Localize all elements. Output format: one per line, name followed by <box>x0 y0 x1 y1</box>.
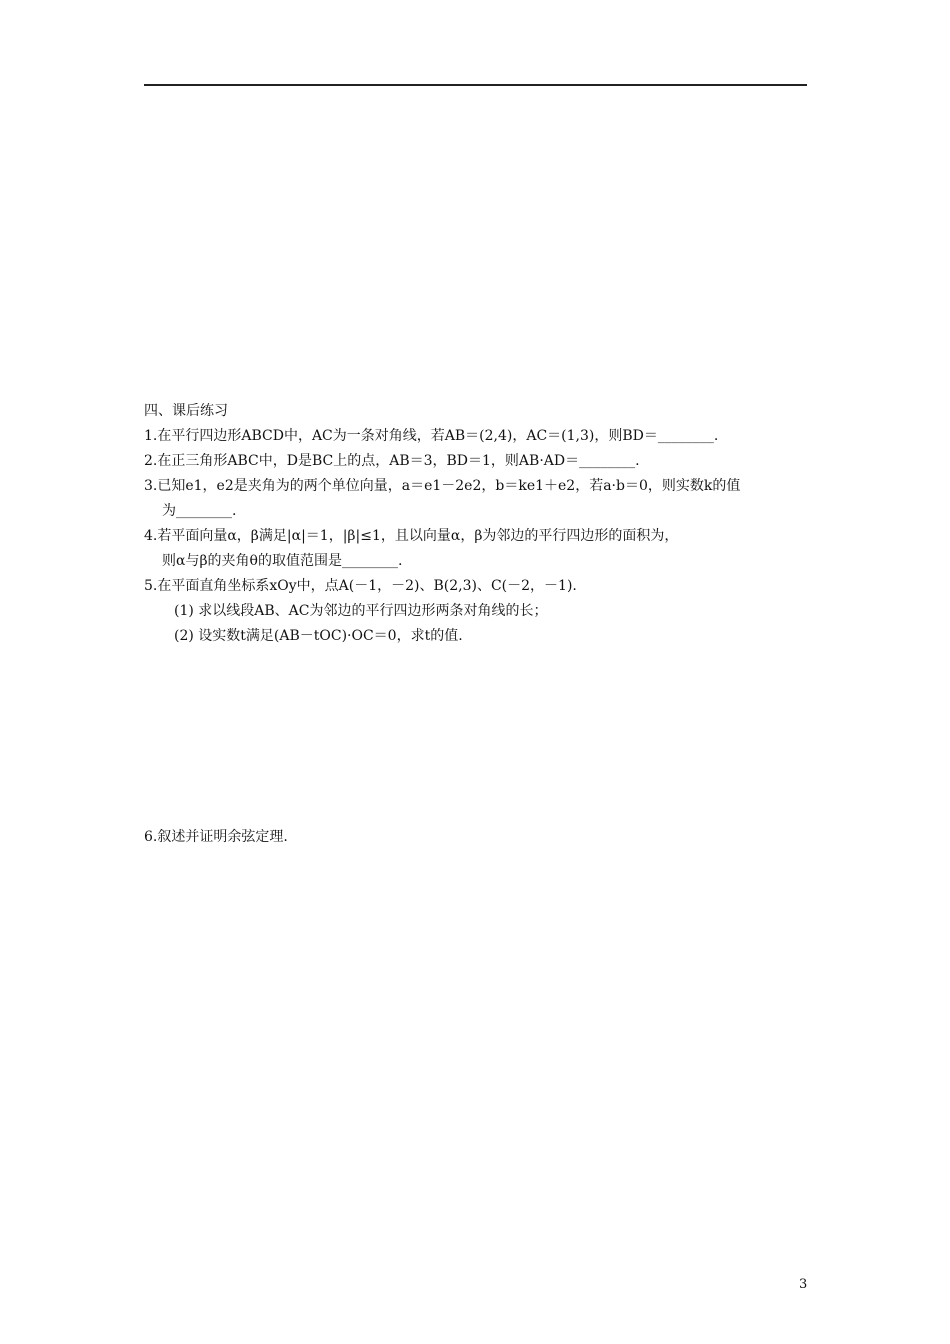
question-4-line-1: 4.若平面向量α，β满足|α|＝1，|β|≤1，且以向量α，β为邻边的平行四边形的面积为， <box>144 528 679 544</box>
question-5-part-2: (2) 设实数t满足(AB－tOC)·OC＝0，求t的值. <box>174 628 463 644</box>
question-5-part-1: (1) 求以线段AB、AC为邻边的平行四边形两条对角线的长； <box>174 603 548 619</box>
header-rule <box>144 84 807 86</box>
question-5-stem: 5.在平面直角坐标系xOy中，点A(－1，－2)、B(2,3)、C(－2，－1). <box>144 578 577 594</box>
question-6: 6.叙述并证明余弦定理. <box>144 829 288 845</box>
exercise-section <box>144 399 819 649</box>
question-2: 2.在正三角形ABC中，D是BC上的点，AB＝3，BD＝1，则AB·AD＝________. <box>144 453 640 469</box>
question-3-line-2: 为________. <box>162 503 237 519</box>
question-3-line-1: 3.已知e1，e2是夹角为的两个单位向量，a＝e1－2e2，b＝ke1＋e2，若a·b＝0，则实数k的值 <box>144 478 741 494</box>
question-1: 1.在平行四边形ABCD中，AC为一条对角线，若AB＝(2,4)，AC＝(1,3)，则BD＝________. <box>144 428 719 444</box>
question-4-line-2: 则α与β的夹角θ的取值范围是________. <box>162 553 403 569</box>
page-number: 3 <box>799 1277 808 1292</box>
section-title: 四、课后练习 <box>144 403 228 419</box>
